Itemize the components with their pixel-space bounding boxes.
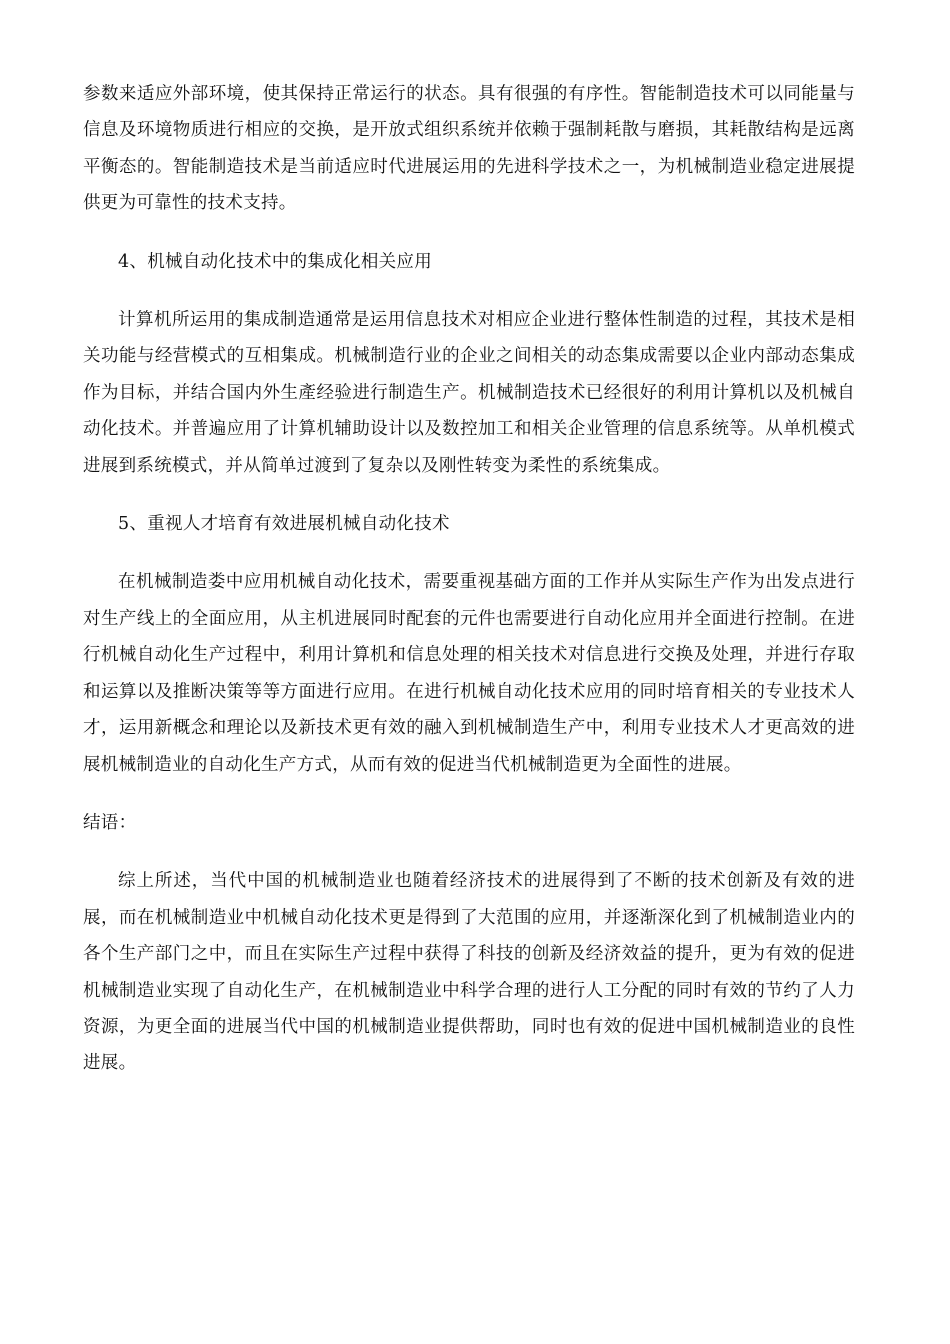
section-5-paragraph: 在机械制造娄中应用机械自动化技术，需要重视基础方面的工作并从实际生产作为出发点进行对生产线上的全面应用，从主机进展同时配套的元件也需要进行自动化应用并全面进行控制。在进行机械自动化生产过程中，利用计算机和信息处理的相关技术对信息进行交换及处理，并进行存取和运算以及推断决策等等方面进行应用。在进行机械自动化技术应用的同时培育相关的专业技术人才，运用新概念和理论以及新技术更有效的融入到机械制造生产中，利用专业技术人才更高效的进展机械制造业的自动化生产方式，从而有效的促进当代机械制造更为全面性的进展。 — [83, 572, 855, 775]
continuation-paragraph: 参数来适应外部环境，使其保持正常运行的状态。具有很强的有序性。智能制造技术可以同能量与信息及环境物质进行相应的交换，是开放式组织系统并依赖于强制耗散与磨损，其耗散结构是远离平衡态的。智能制造技术是当前适应时代进展运用的先进科学技术之一，为机械制造业稳定进展提供更为可靠性的技术支持。 — [83, 84, 855, 214]
section-4-paragraph: 计算机所运用的集成制造通常是运用信息技术对相应企业进行整体性制造的过程，其技术是相关功能与经营模式的互相集成。机械制造行业的企业之间相关的动态集成需要以企业内部动态集成作为目标，并结合国内外生產经验进行制造生产。机械制造技术已经很好的利用计算机以及机械自动化技术。并普遍应用了计算机辅助设计以及数控加工和相关企业管理的信息系统等。从单机模式进展到系统模式，并从简单过渡到了复杂以及刚性转变为柔性的系统集成。 — [83, 310, 855, 476]
conclusion-paragraph: 综上所述，当代中国的机械制造业也随着经济技术的进展得到了不断的技术创新及有效的进展，而在机械制造业中机械自动化技术更是得到了大范围的应用，并逐渐深化到了机械制造业内的各个生产部门之中，而且在实际生产过程中获得了科技的创新及经济效益的提升，更为有效的促进机械制造业实现了自动化生产，在机械制造业中科学合理的进行人工分配的同时有效的节约了人力资源，为更全面的进展当代中国的机械制造业提供帮助，同时也有效的促进中国机械制造业的良性进展。 — [83, 871, 855, 1074]
section-5-heading: 5、重视人才培育有效进展机械自动化技术 — [118, 514, 450, 535]
section-4-heading: 4、机械自动化技术中的集成化相关应用 — [118, 251, 433, 272]
conclusion-label: 结语： — [83, 812, 137, 833]
